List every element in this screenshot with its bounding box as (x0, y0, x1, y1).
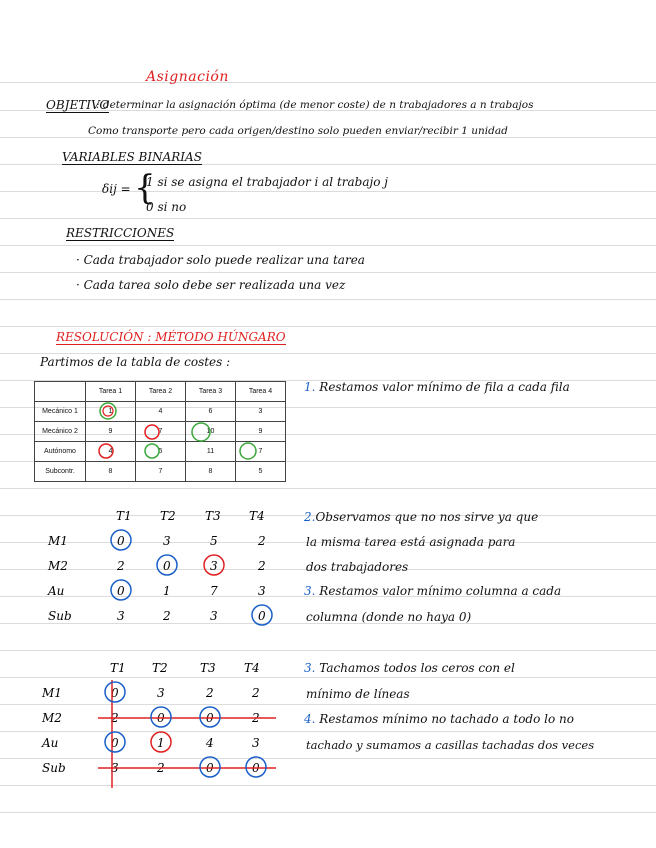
table-cell: 1 (86, 402, 136, 422)
matrix-cell: 1 (157, 736, 165, 750)
matrix-cell: 0 (206, 761, 214, 775)
table-row-label: Autónomo (35, 442, 86, 462)
step-4-line-1: 4. Restamos mínimo no tachado a todo lo no (304, 712, 574, 726)
step-2-line-1: 2.Observamos que no nos sirve ya que (304, 510, 539, 524)
matrix-cell: 5 (210, 534, 218, 548)
cost-table (34, 381, 286, 482)
matrix-2 (0, 652, 300, 792)
step-3b-line-1: 3. Tachamos todos los ceros con el (304, 661, 515, 675)
row-label: M1 (42, 686, 62, 700)
table-cell: 9 (236, 422, 286, 442)
red-circle-mark (103, 406, 113, 416)
resolucion-heading: RESOLUCIÓN : MÉTODO HÚNGARO (56, 330, 286, 344)
case-zero: 0 si no (146, 200, 187, 214)
case-one: 1 si se asigna el trabajador i al trabajo j (146, 175, 388, 189)
matrix-cell: 3 (163, 534, 171, 548)
matrix-cell: 3 (117, 609, 125, 623)
table-row-label: Mecánico 1 (35, 402, 86, 422)
col-header: T3 (205, 509, 221, 523)
table-row-label: Subcontr. (35, 462, 86, 482)
row-label: Sub (42, 761, 66, 775)
table-cell: 11 (186, 442, 236, 462)
table-cell: 10 (186, 422, 236, 442)
variables-heading: VARIABLES BINARIAS (62, 150, 202, 164)
matrix-cell: 3 (157, 686, 165, 700)
objetivo-note: Como transporte pero cada origen/destino solo pueden enviar/recibir 1 unidad (88, 125, 508, 137)
table-cell: 7 (236, 442, 286, 462)
matrix-cell: 3 (252, 736, 260, 750)
matrix-cell: 4 (206, 736, 214, 750)
matrix-cell: 2 (163, 609, 171, 623)
red-circle-mark (99, 444, 113, 458)
col-header: T1 (110, 661, 126, 675)
step-3-line-2: columna (donde no haya 0) (306, 610, 472, 624)
table-cell: 9 (86, 422, 136, 442)
matrix-cell: 0 (117, 584, 125, 598)
matrix-cell: 0 (111, 686, 119, 700)
matrix-cell: 7 (210, 584, 218, 598)
table-cell: 8 (86, 462, 136, 482)
step-3b-line-2: mínimo de líneas (306, 687, 410, 701)
matrix-cell: 2 (111, 711, 119, 725)
table-annotations (34, 381, 286, 482)
matrix-cell: 2 (252, 686, 260, 700)
col-header: T3 (200, 661, 216, 675)
matrix-cell: 3 (258, 584, 266, 598)
restricciones-heading: RESTRICCIONES (66, 226, 175, 240)
matrix-cell: 3 (210, 609, 218, 623)
table-header-cell: Tarea 4 (236, 382, 286, 402)
step-2-line-3: dos trabajadores (306, 560, 409, 574)
matrix-1 (0, 500, 300, 630)
step-2-line-2: la misma tarea está asignada para (306, 535, 516, 549)
restriccion-item: · Cada trabajador solo puede realizar una tarea (76, 253, 365, 267)
table-header-cell: Tarea 2 (136, 382, 186, 402)
matrix-cell: 0 (117, 534, 125, 548)
step-1: 1. Restamos valor mínimo de fila a cada fila (304, 380, 570, 394)
table-cell: 4 (136, 402, 186, 422)
matrix-cell: 2 (206, 686, 214, 700)
table-cell: 7 (136, 462, 186, 482)
col-header: T4 (249, 509, 265, 523)
red-circle-mark (145, 425, 159, 439)
col-header: T2 (152, 661, 168, 675)
row-label: Au (42, 736, 59, 750)
table-cell: 5 (236, 462, 286, 482)
matrix-cell: 0 (111, 736, 119, 750)
green-circle-mark (192, 423, 210, 441)
objetivo-text: : determinar la asignación óptima (de menor coste) de n trabajadores a n trabajos (96, 99, 534, 111)
matrix-cell: 0 (163, 559, 171, 573)
brace: { (134, 168, 156, 208)
step-3-line-1: 3. Restamos valor mínimo columna a cada (304, 584, 562, 598)
table-header-cell: Tarea 1 (86, 382, 136, 402)
green-circle-mark (145, 444, 159, 458)
matrix-cell: 3 (111, 761, 119, 775)
col-header: T2 (160, 509, 176, 523)
table-header-cell: Tarea 3 (186, 382, 236, 402)
table-cell: 6 (186, 402, 236, 422)
matrix-cell: 0 (206, 711, 214, 725)
step-4-line-2: tachado y sumamos a casillas tachadas dos veces (306, 738, 595, 752)
matrix-cell: 0 (258, 609, 266, 623)
matrix-cell: 2 (157, 761, 165, 775)
table-cell: 4 (86, 442, 136, 462)
row-label: Au (48, 584, 65, 598)
matrix-cell: 2 (252, 711, 260, 725)
table-row-label: Mecánico 2 (35, 422, 86, 442)
matrix-cell: 0 (157, 711, 165, 725)
table-cell: 7 (136, 422, 186, 442)
matrix-cell: 1 (163, 584, 171, 598)
row-label: M2 (48, 559, 68, 573)
matrix-cell: 2 (117, 559, 125, 573)
table-cell: 3 (236, 402, 286, 422)
row-label: M1 (48, 534, 68, 548)
table-cell: 5 (136, 442, 186, 462)
matrix-cell: 2 (258, 559, 266, 573)
matrix-cell: 2 (258, 534, 266, 548)
objetivo-label: OBJETIVO (46, 98, 110, 112)
green-circle-mark (240, 443, 256, 459)
row-label: M2 (42, 711, 62, 725)
page-title: Asignación (146, 69, 229, 85)
table-cell: 8 (186, 462, 236, 482)
resolucion-intro: Partimos de la tabla de costes : (40, 355, 231, 369)
matrix-cell: 3 (210, 559, 218, 573)
row-label: Sub (48, 609, 72, 623)
matrix-cell: 0 (252, 761, 260, 775)
col-header: T4 (244, 661, 260, 675)
delta-lhs: δij = (102, 182, 131, 196)
col-header: T1 (116, 509, 132, 523)
restriccion-item: · Cada tarea solo debe ser realizada una vez (76, 278, 346, 292)
